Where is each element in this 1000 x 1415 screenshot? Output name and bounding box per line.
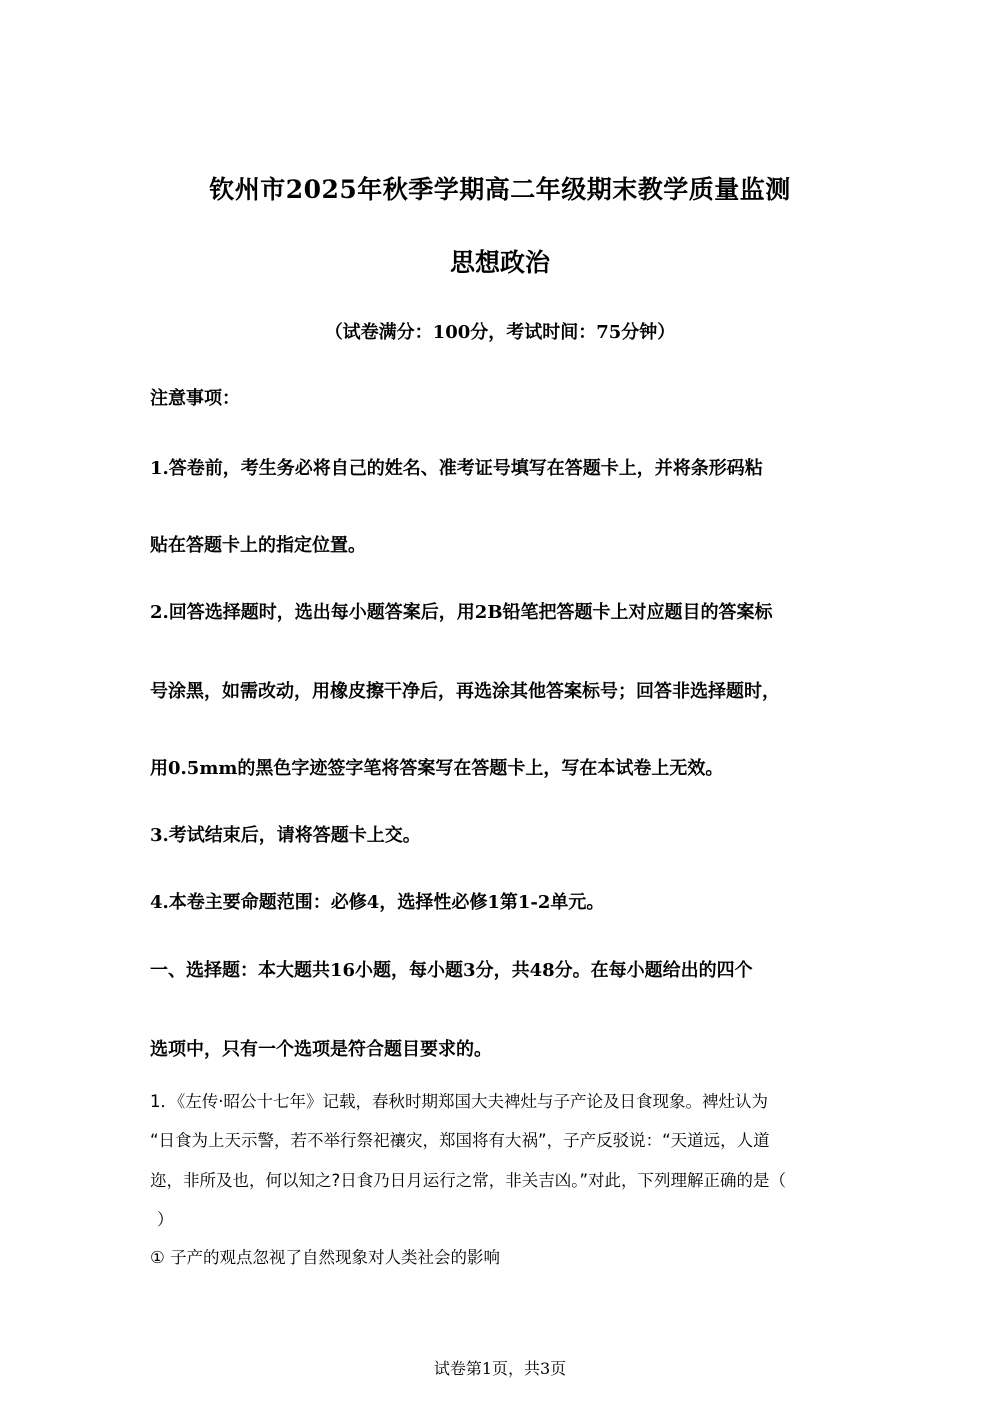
notice-line: 2.回答选择题时，选出每小题答案后，用2B铅笔把答题卡上对应题目的答案标: [150, 602, 773, 623]
section-heading: 一、选择题：本大题共16小题，每小题3分，共48分。在每小题给出的四个: [150, 960, 753, 981]
notice-line: 3.考试结束后，请将答题卡上交。: [150, 825, 421, 846]
exam-title: 钦州市2025年秋季学期高二年级期末教学质量监测: [209, 175, 791, 204]
exam-info: （试卷满分：100分，考试时间：75分钟）: [324, 322, 676, 343]
notice-line: 4.本卷主要命题范围：必修4，选择性必修1第1-2单元。: [150, 892, 605, 913]
question-text: 迩，非所及也，何以知之?日食乃日月运行之常，非关吉凶。”对此，下列理解正确的是（: [150, 1171, 787, 1190]
question-text: “日食为上天示警，若不举行祭祀禳灾，郑国将有大祸”，子产反驳说：“天道远，人道: [150, 1131, 770, 1150]
notice-line: 用0.5mm的黑色字迹签字笔将答案写在答题卡上，写在本试卷上无效。: [150, 758, 724, 779]
question-text: 1．《左传·昭公十七年》记载，春秋时期郑国大夫裨灶与子产论及日食现象。裨灶认为: [150, 1092, 768, 1111]
question-text: ）: [157, 1210, 174, 1229]
page-footer: 试卷第1页，共3页: [433, 1359, 567, 1378]
question-option: ① 子产的观点忽视了自然现象对人类社会的影响: [150, 1248, 501, 1267]
notice-line: 号涂黑，如需改动，用橡皮擦干净后，再选涂其他答案标号；回答非选择题时，: [150, 681, 780, 702]
notice-line: 1.答卷前，考生务必将自己的姓名、准考证号填写在答题卡上，并将条形码粘: [150, 458, 763, 479]
subject-title: 思想政治: [449, 248, 550, 277]
notice-heading: 注意事项：: [150, 388, 240, 409]
notice-line: 贴在答题卡上的指定位置。: [150, 535, 366, 556]
section-heading: 选项中，只有一个选项是符合题目要求的。: [150, 1039, 492, 1060]
